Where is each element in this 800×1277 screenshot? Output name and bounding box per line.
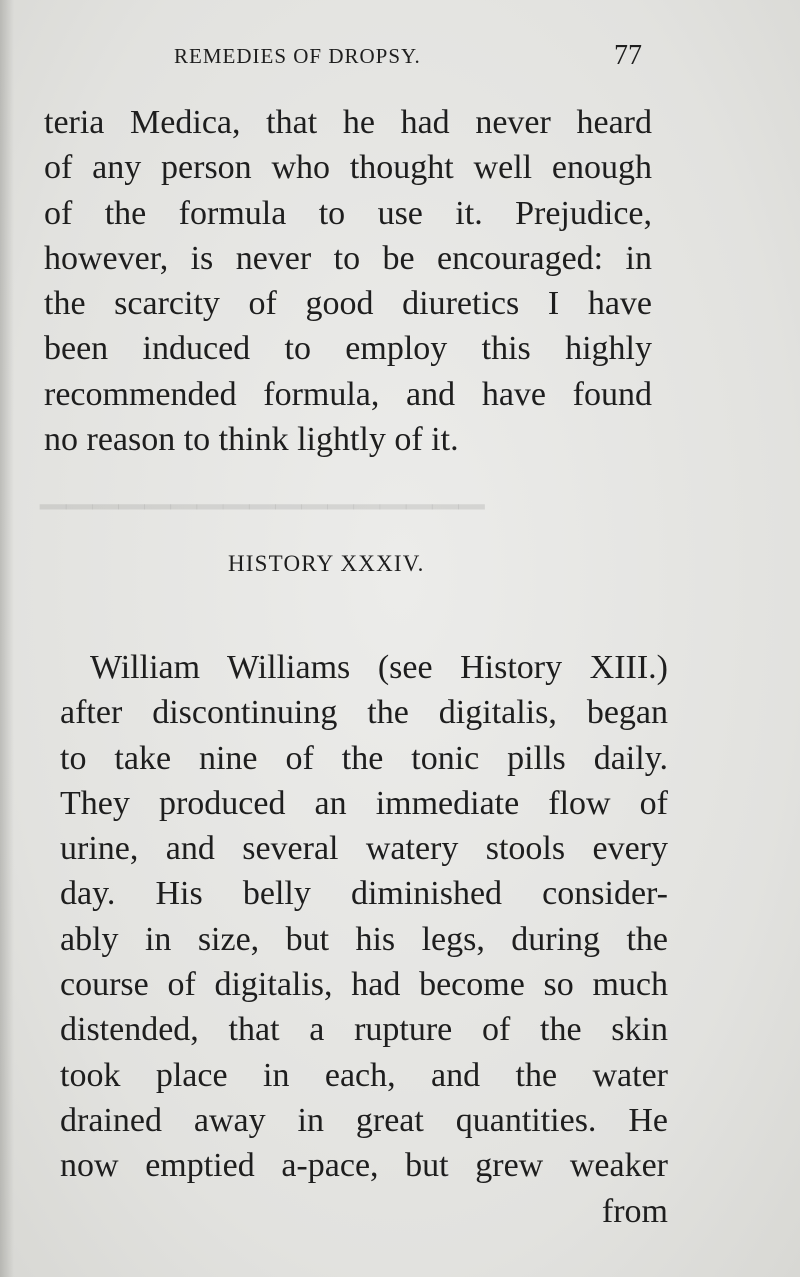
running-head: REMEDIES OF DROPSY. <box>174 44 421 68</box>
show-through-decoration: ▁▁▁▁▁▁▁▁▁▁▁▁▁▁▁▁▁ <box>40 472 485 509</box>
text-line: of any person who thought well enough <box>44 149 652 187</box>
text-line: urine, and several watery stools every <box>60 830 668 868</box>
text-line: to take nine of the tonic pills daily. <box>60 739 668 777</box>
catchword: from <box>601 1192 668 1230</box>
text-line: however, is never to be encouraged: in <box>44 239 652 277</box>
page-edge-shadow <box>0 0 14 1277</box>
text-line: drained away in great quantities. He <box>60 1101 668 1139</box>
text-line: no reason to think lightly of it. <box>44 421 459 459</box>
text-line: day. His belly diminished consider- <box>60 875 668 913</box>
text-line: been induced to employ this highly <box>44 330 652 368</box>
text-line: course of digitalis, had become so much <box>60 966 668 1004</box>
page-number: 77 <box>614 40 642 71</box>
text-line: teria Medica, that he had never heard <box>44 104 652 141</box>
text-line: took place in each, and the water <box>60 1056 668 1094</box>
section-heading: HISTORY XXXIV. <box>228 551 425 576</box>
text-line: after discontinuing the digitalis, began <box>60 694 668 732</box>
text-line: They produced an immediate flow of <box>60 784 668 822</box>
paragraph-continued <box>44 100 652 462</box>
history-paragraph <box>60 645 668 1234</box>
text-line: of the formula to use it. Prejudice, <box>44 194 652 232</box>
text-line: William Williams (see History XIII.) <box>90 649 668 686</box>
text-line: recommended formula, and have found <box>44 375 652 413</box>
text-line: now emptied a-pace, but grew weaker <box>60 1147 668 1185</box>
text-line: ably in size, but his legs, during the <box>60 920 668 958</box>
text-line: the scarcity of good diuretics I have <box>44 285 652 323</box>
text-line: distended, that a rupture of the skin <box>60 1011 668 1049</box>
